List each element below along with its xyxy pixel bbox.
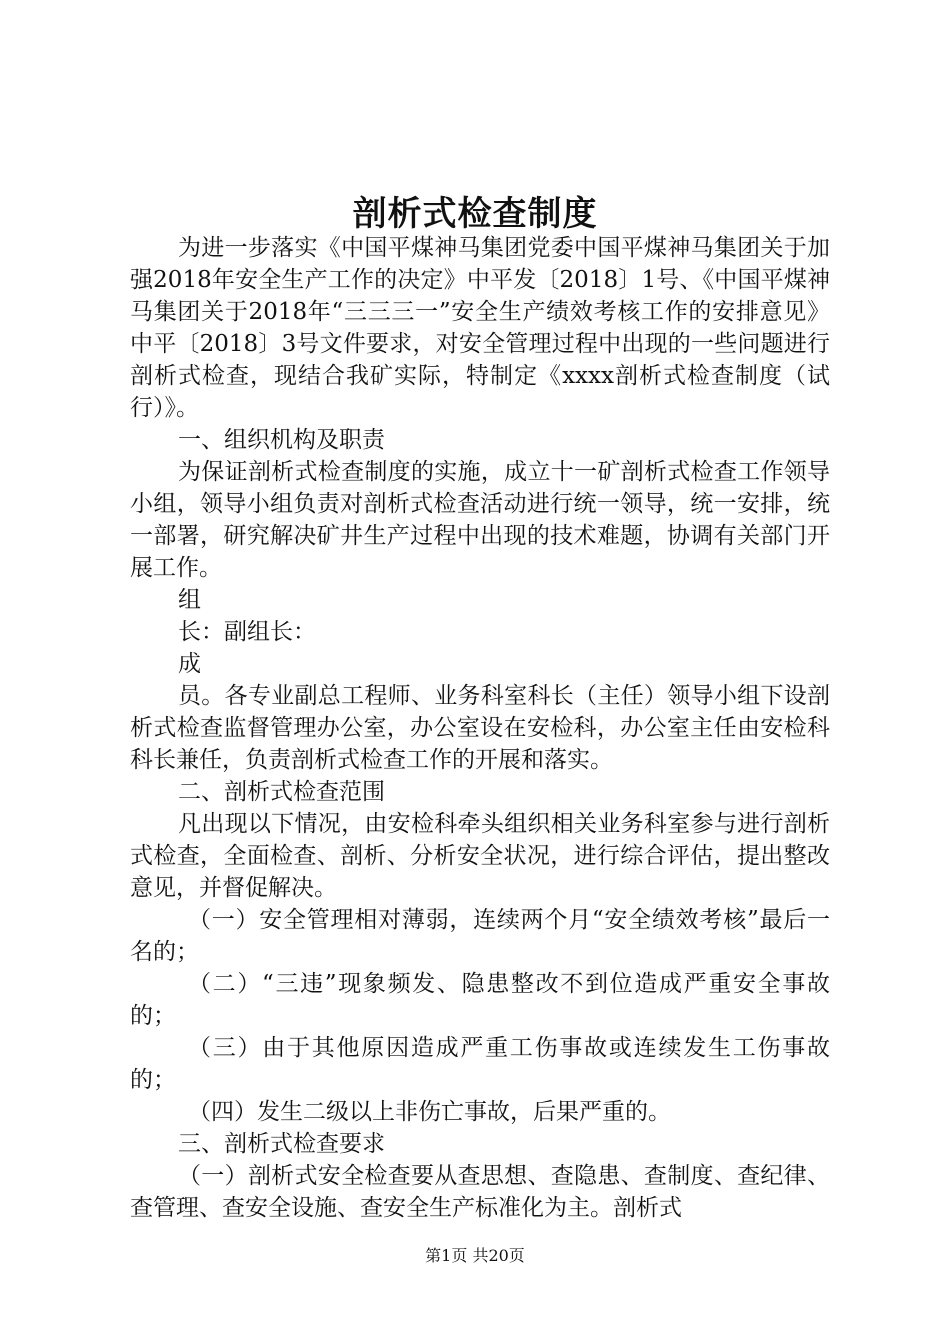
paragraph-requirements: （一）剖析式安全检查要从查思想、查隐患、查制度、查纪律、查管理、查安全设施、查安全生产标准化为主。剖析式 [130, 1163, 830, 1221]
paragraph-members-detail: 员。各专业副总工程师、业务科室科长（主任）领导小组下设剖析式检查监督管理办公室，办公室设在安检科，办公室主任由安检科科长兼任，负责剖析式检查工作的开展和落实。 [130, 683, 830, 773]
paragraph-member: 成 [178, 651, 201, 677]
list-item-scope-1: （一）安全管理相对薄弱，连续两个月“安全绩效考核”最后一名的； [130, 907, 830, 965]
document-title: 剖析式检查制度 [352, 194, 598, 234]
page-number-footer: 第1页 共20页 [425, 1246, 525, 1265]
paragraph-organization: 为保证剖析式检查制度的实施，成立十一矿剖析式检查工作领导小组，领导小组负责对剖析式检查活动进行统一领导，统一安排，统一部署，研究解决矿井生产过程中出现的技术难题，协调有关部门开展工作。 [130, 459, 830, 581]
list-item-scope-3: （三）由于其他原因造成严重工伤事故或连续发生工伤事故的； [130, 1035, 830, 1093]
paragraph-intro: 为进一步落实《中国平煤神马集团党委中国平煤神马集团关于加强2018年安全生产工作的决定》中平发〔2018〕1号、《中国平煤神马集团关于2018年“三三三一”安全生产绩效考核工作的安排意见》中平〔2018〕3号文件要求，对安全管理过程中出现的一些问题进行剖析式检查，现结合我矿实际，特制定《xxxx剖析式检查制度（试行）》。 [130, 235, 830, 421]
paragraph-leader: 组 [178, 587, 201, 613]
list-item-scope-4: （四）发生二级以上非伤亡事故，后果严重的。 [188, 1099, 671, 1125]
list-item-scope-2: （二）“三违”现象频发、隐患整改不到位造成严重安全事故的； [130, 971, 830, 1029]
paragraph-scope: 凡出现以下情况，由安检科牵头组织相关业务科室参与进行剖析式检查，全面检查、剖析、分析安全状况，进行综合评估，提出整改意见，并督促解决。 [130, 811, 830, 901]
document-body [130, 232, 830, 1224]
section-heading-3: 三、剖析式检查要求 [178, 1131, 385, 1157]
paragraph-deputy-leader: 长：副组长： [178, 619, 316, 645]
section-heading-2: 二、剖析式检查范围 [178, 779, 385, 805]
section-heading-1: 一、组织机构及职责 [178, 427, 385, 453]
